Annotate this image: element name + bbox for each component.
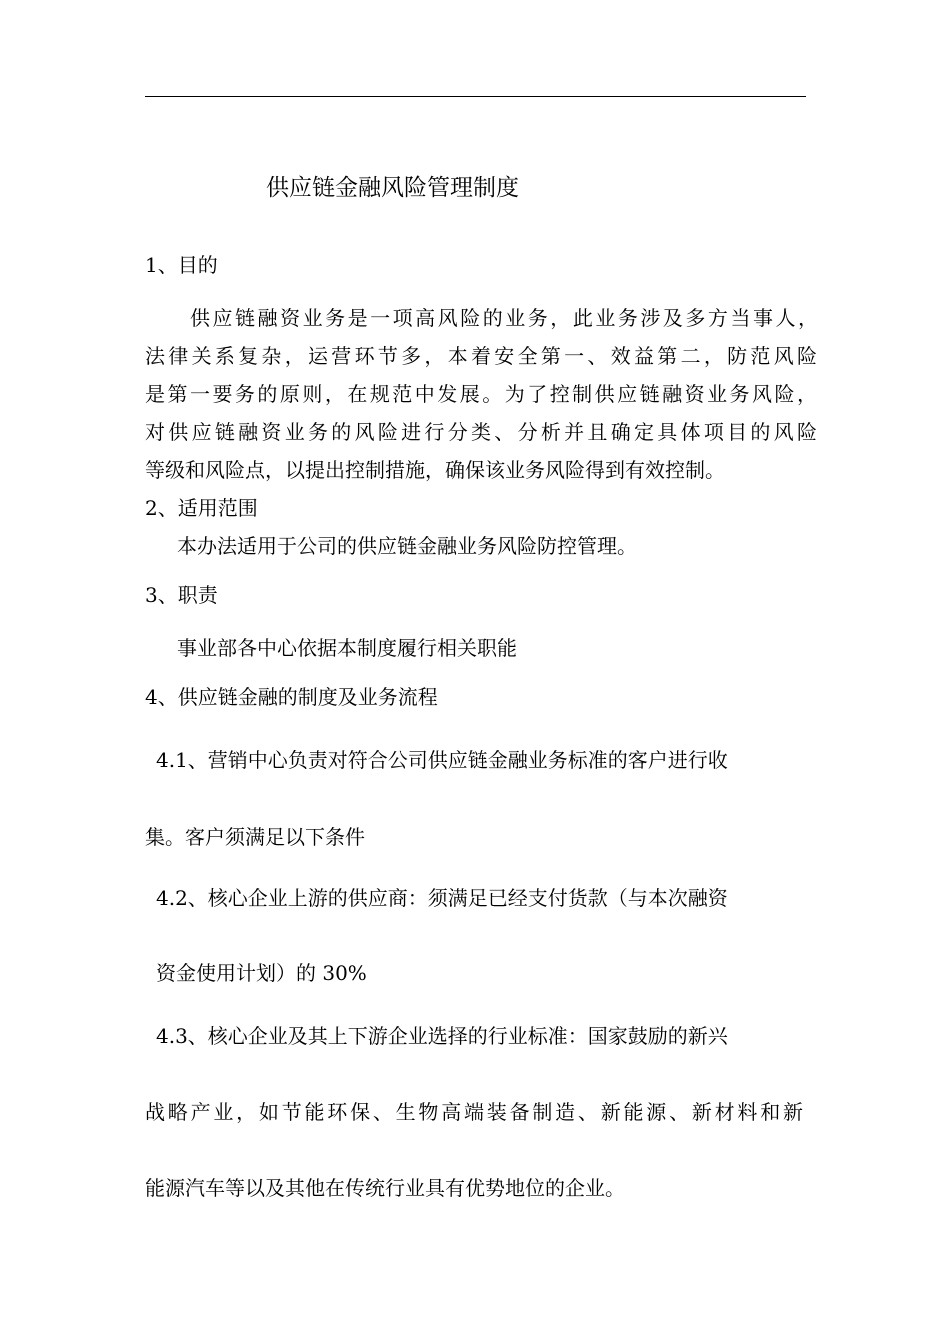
item-4-2-line-1: 4.2、核心企业上游的供应商：须满足已经支付货款（与本次融资 [156,886,728,910]
section-1-paragraph-line-1: 供应链融资业务是一项高风险的业务，此业务涉及多方当事人， [190,306,818,330]
item-4-1-line-2: 集。客户须满足以下条件 [145,825,365,849]
section-3-text: 事业部各中心依据本制度履行相关职能 [177,636,517,660]
section-1-heading: 1、目的 [145,253,218,277]
section-3-heading: 3、职责 [145,583,218,607]
item-4-3-line-3: 能源汽车等以及其他在传统行业具有优势地位的企业。 [145,1176,625,1200]
section-1-paragraph-line-5: 等级和风险点，以提出控制措施，确保该业务风险得到有效控制。 [145,458,725,482]
section-2-heading: 2、适用范围 [145,496,258,520]
header-rule [145,96,806,97]
section-1-paragraph-line-4: 对供应链融资业务的风险进行分类、分析并且确定具体项目的风险 [145,420,817,444]
section-4-heading: 4、供应链金融的制度及业务流程 [145,685,438,709]
item-4-3-line-2: 战略产业，如节能环保、生物高端装备制造、新能源、新材料和新 [145,1100,803,1124]
document-title: 供应链金融风险管理制度 [266,175,519,201]
item-4-3-line-1: 4.3、核心企业及其上下游企业选择的行业标准：国家鼓励的新兴 [156,1024,728,1048]
item-4-1-line-1: 4.1、营销中心负责对符合公司供应链金融业务标准的客户进行收 [156,748,728,772]
item-4-2-line-2: 资金使用计划）的 30% [156,961,367,985]
section-1-paragraph-line-2: 法律关系复杂，运营环节多，本着安全第一、效益第二，防范风险 [145,344,817,368]
section-2-text: 本办法适用于公司的供应链金融业务风险防控管理。 [177,534,637,558]
section-1-paragraph-line-3: 是第一要务的原则，在规范中发展。为了控制供应链融资业务风险， [145,382,817,406]
